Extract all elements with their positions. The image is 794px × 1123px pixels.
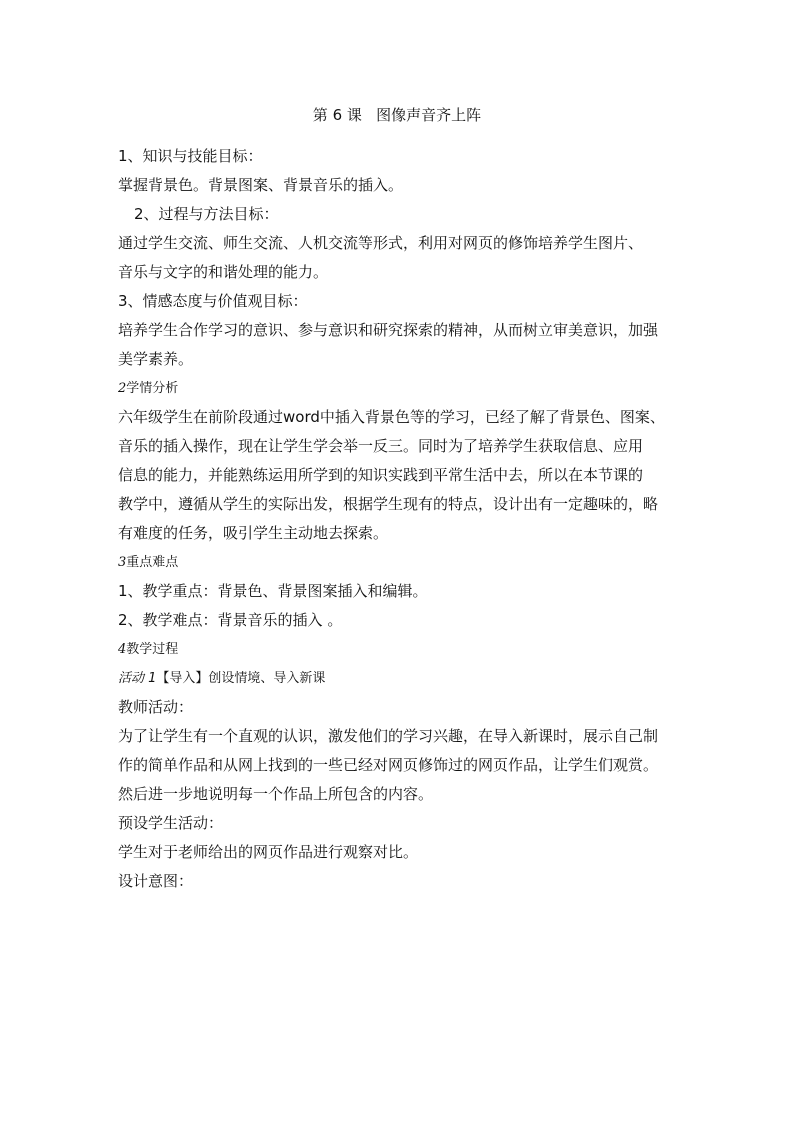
paragraph-line: 教学中，遵循从学生的实际出发，根据学生现有的特点，设计出有一定趣味的，略 (118, 495, 659, 513)
paragraph-line: 然后进一步地说明每一个作品上所包含的内容。 (118, 785, 434, 803)
paragraph-line: 音乐与文字的和谐处理的能力。 (118, 263, 329, 281)
paragraph-line: 学生对于老师给出的网页作品进行观察对比。 (118, 843, 419, 861)
objective-emotion-heading: 3、情感态度与价值观目标： (118, 292, 308, 310)
section-number: 4 (118, 642, 127, 657)
paragraph-line: 2、教学难点：背景音乐的插入 。 (118, 611, 343, 629)
paragraph-line: 有难度的任务，吸引学生主动地去探索。 (118, 524, 389, 542)
section-heading-text: 教学过程 (126, 642, 179, 657)
paragraph-line: 培养学生合作学习的意识、参与意识和研究探索的精神，从而树立审美意识，加强 (118, 321, 659, 339)
design-intent-label: 设计意图： (118, 872, 194, 890)
objective-knowledge-heading: 1、知识与技能目标： (118, 147, 263, 165)
activity-label: 活动 1 (118, 671, 157, 686)
paragraph-line: 1、教学重点：背景色、背景图案插入和编辑。 (118, 582, 428, 600)
section-heading-key-points (118, 548, 694, 577)
document-body (118, 142, 694, 896)
paragraph-line: 音乐的插入操作，现在让学生学会举一反三。同时为了培养学生获取信息、应用 (118, 437, 644, 455)
activity-title: 【导入】创设情境、导入新课 (156, 671, 326, 686)
student-activity-label: 预设学生活动： (118, 814, 224, 832)
paragraph-line: 作的简单作品和从网上找到的一些已经对网页修饰过的网页作品，让学生们观赏。 (118, 756, 659, 774)
section-number: 2 (118, 381, 127, 396)
section-heading-student-analysis (118, 374, 694, 403)
activity-heading (118, 664, 694, 693)
paragraph-line: 信息的能力，并能熟练运用所学到的知识实践到平常生活中去，所以在本节课的 (118, 466, 644, 484)
paragraph-line: 掌握背景色。背景图案、背景音乐的插入。 (118, 176, 404, 194)
objective-process-heading: 2、过程与方法目标： (134, 205, 279, 223)
paragraph-line: 六年级学生在前阶段通过word中插入背景色等的学习，已经了解了背景色、图案、 (118, 408, 665, 426)
teacher-activity-label: 教师活动： (118, 698, 194, 716)
section-number: 3 (118, 555, 127, 570)
section-heading-text: 重点难点 (126, 555, 179, 570)
section-heading-text: 学情分析 (126, 381, 179, 396)
paragraph-line: 美学素养。 (118, 350, 194, 368)
paragraph-line: 为了让学生有一个直观的认识，激发他们的学习兴趣，在导入新课时，展示自己制 (118, 727, 659, 745)
paragraph-line: 通过学生交流、师生交流、人机交流等形式，利用对网页的修饰培养学生图片、 (118, 234, 644, 252)
lesson-title: 第 6 课 图像声音齐上阵 (312, 106, 482, 124)
section-heading-teaching-process (118, 635, 694, 664)
